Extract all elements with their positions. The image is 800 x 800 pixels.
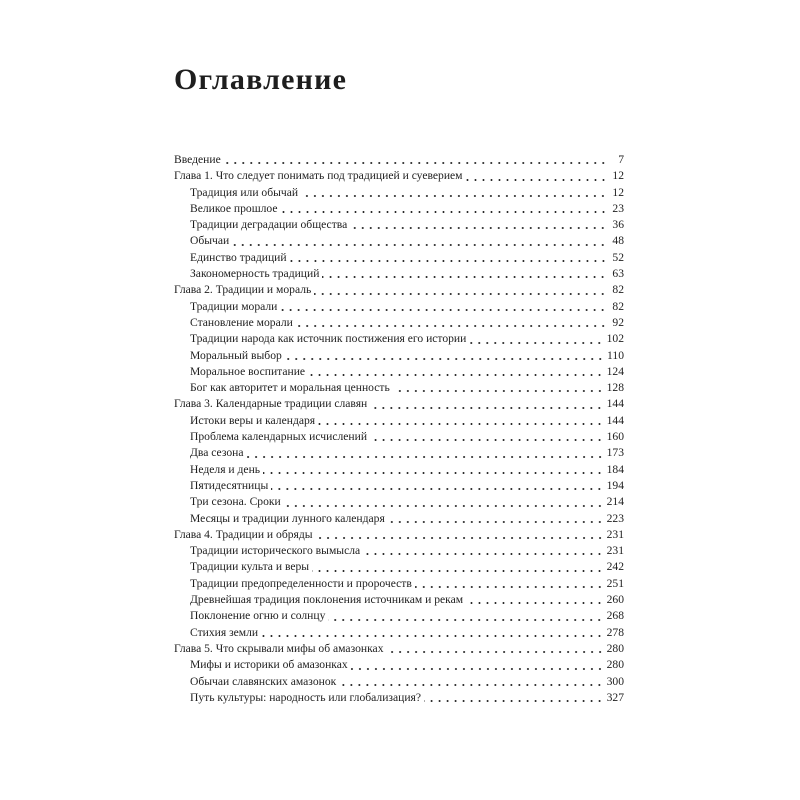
toc-entry-chapter — [174, 168, 624, 184]
toc-dot-leader — [312, 563, 604, 573]
toc-dot-leader — [339, 677, 603, 687]
toc-dot-leader — [284, 498, 604, 508]
toc-entry-title: Два сезона — [190, 446, 244, 460]
toc-dot-leader — [224, 155, 607, 165]
toc-entry-title: Традиции морали — [190, 299, 278, 313]
toc-entry-page-number: 260 — [606, 593, 624, 607]
toc-entry-page-number: 184 — [606, 462, 624, 476]
toc-entry-title: Моральный выбор — [190, 348, 282, 362]
toc-entry-title: Глава 4. Традиции и обряды — [174, 527, 313, 541]
toc-entry-title: Традиции исторического вымысла — [190, 544, 361, 558]
toc-entry-chapter — [174, 396, 624, 412]
toc-dot-leader — [466, 595, 603, 605]
toc-entry-title: Истоки веры и календаря — [190, 413, 316, 427]
toc-entry-title: Глава 5. Что скрывали мифы об амазонках — [174, 641, 384, 655]
toc-dot-leader — [393, 383, 604, 393]
toc-entry-page-number: 124 — [606, 364, 624, 378]
toc-dot-leader — [247, 449, 604, 459]
toc-dot-leader — [469, 335, 603, 345]
toc-dot-leader — [322, 269, 607, 279]
toc-dot-leader — [415, 579, 604, 589]
toc-dot-leader — [232, 237, 607, 247]
toc-dot-leader — [271, 481, 603, 491]
toc-entry-title: Неделя и день — [190, 462, 261, 476]
toc-dot-leader — [363, 546, 603, 556]
toc-entry-section — [174, 543, 624, 559]
toc-entry-section — [174, 315, 624, 331]
toc-entry-section — [174, 185, 624, 201]
toc-dot-leader — [387, 644, 604, 654]
toc-entry-section — [174, 217, 624, 233]
toc-entry-title: Древнейшая традиция поклонения источникам и рекам — [190, 593, 464, 607]
toc-entry-section — [174, 429, 624, 445]
toc-dot-leader — [466, 172, 607, 182]
page-title: Оглавление — [174, 63, 348, 96]
toc-entry-section — [174, 494, 624, 510]
toc-entry-title: Единство традиций — [190, 250, 287, 264]
toc-entry-section — [174, 299, 624, 315]
toc-entry-title: Бог как авторитет и моральная ценность — [190, 381, 390, 395]
toc-dot-leader — [370, 400, 603, 410]
toc-entry-section — [174, 478, 624, 494]
toc-entry-page-number: 214 — [606, 495, 624, 509]
toc-entry-title: Введение — [174, 153, 221, 166]
toc-dot-leader — [318, 416, 603, 426]
toc-entry-page-number: 12 — [612, 185, 624, 199]
toc-entry-section — [174, 445, 624, 461]
toc-entry-page-number: 82 — [612, 299, 624, 313]
toc-entry-title: Традиции предопределенности и пророчеств — [190, 576, 412, 590]
toc-entry-section — [174, 413, 624, 429]
toc-entry-title: Мифы и историки об амазонках — [190, 658, 348, 672]
toc-entry-page-number: 327 — [606, 690, 624, 704]
toc-entry-page-number: 280 — [606, 658, 624, 672]
toc-entry-section — [174, 625, 624, 641]
toc-entry-title: Обычаи славянских амазонок — [190, 674, 337, 688]
toc-entry-section — [174, 266, 624, 282]
toc-dot-leader — [281, 204, 608, 214]
toc-entry-title: Моральное воспитание — [190, 364, 306, 378]
toc-entry-page-number: 82 — [612, 283, 624, 297]
toc-entry-page-number: 251 — [606, 576, 624, 590]
toc-entry-title: Глава 3. Календарные традиции славян — [174, 397, 368, 411]
toc-entry-page-number: 300 — [606, 674, 624, 688]
toc-entry-page-number: 63 — [612, 267, 624, 281]
toc-entry-chapter — [174, 527, 624, 543]
toc-entry-chapter — [174, 641, 624, 657]
toc-entry-page-number: 36 — [612, 218, 624, 232]
toc-entry-section — [174, 674, 624, 690]
toc-dot-leader — [308, 367, 604, 377]
toc-dot-leader — [261, 628, 603, 638]
toc-entry-page-number: 160 — [606, 430, 624, 444]
toc-entry-title: Традиции культа и веры — [190, 560, 310, 574]
toc-entry-title: Традиция или обычай — [190, 185, 299, 199]
toc-dot-leader — [351, 661, 604, 671]
toc-entry-title: Великое прошлое — [190, 201, 278, 215]
toc-entry-page-number: 223 — [606, 511, 624, 525]
toc-entry-section — [174, 608, 624, 624]
toc-entry-section — [174, 690, 624, 706]
toc-entry-title: Обычаи — [190, 234, 230, 248]
toc-entry-page-number: 48 — [612, 234, 624, 248]
toc-entry-page-number: 268 — [606, 609, 624, 623]
toc-entry-section — [174, 657, 624, 673]
toc-entry-title: Путь культуры: народность или глобализация? — [190, 690, 422, 704]
toc-entry-section — [174, 462, 624, 478]
toc-dot-leader — [296, 318, 607, 328]
toc-dot-leader — [301, 188, 607, 198]
toc-entry-section — [174, 364, 624, 380]
toc-entry-title: Стихия земли — [190, 625, 259, 639]
toc-entry-section — [174, 576, 624, 592]
toc-entry-page-number: 280 — [606, 641, 624, 655]
toc-entry-page-number: 231 — [606, 527, 624, 541]
toc-entry-section — [174, 511, 624, 527]
toc-entry-section — [174, 380, 624, 396]
toc-entry-section — [174, 559, 624, 575]
toc-dot-leader — [370, 432, 604, 442]
toc-entry-chapter — [174, 152, 624, 168]
toc-entry-page-number: 102 — [606, 332, 624, 346]
toc-entry-section — [174, 201, 624, 217]
toc-dot-leader — [328, 612, 603, 622]
toc-dot-leader — [316, 530, 604, 540]
toc-entry-title: Пятидесятницы — [190, 478, 269, 492]
table-of-contents — [174, 152, 624, 706]
toc-entry-title: Проблема календарных исчислений — [190, 430, 368, 444]
toc-entry-title: Становление морали — [190, 315, 293, 329]
toc-entry-page-number: 7 — [618, 153, 624, 166]
toc-entry-page-number: 12 — [612, 169, 624, 183]
toc-dot-leader — [280, 302, 607, 312]
toc-entry-page-number: 231 — [606, 544, 624, 558]
toc-entry-title: Глава 2. Традиции и мораль — [174, 283, 312, 297]
toc-entry-page-number: 194 — [606, 478, 624, 492]
toc-dot-leader — [388, 514, 604, 524]
toc-entry-page-number: 278 — [606, 625, 624, 639]
toc-entry-title: Три сезона. Сроки — [190, 495, 281, 509]
toc-entry-title: Традиции народа как источник постижения его истории — [190, 332, 467, 346]
toc-dot-leader — [263, 465, 604, 475]
toc-entry-section — [174, 250, 624, 266]
toc-entry-page-number: 242 — [606, 560, 624, 574]
toc-entry-page-number: 23 — [612, 201, 624, 215]
toc-entry-section — [174, 233, 624, 249]
toc-entry-page-number: 128 — [606, 381, 624, 395]
toc-entry-page-number: 144 — [606, 413, 624, 427]
toc-entry-page-number: 92 — [612, 315, 624, 329]
toc-entry-section — [174, 331, 624, 347]
toc-dot-leader — [350, 220, 607, 230]
toc-entry-page-number: 144 — [606, 397, 624, 411]
toc-entry-section — [174, 348, 624, 364]
toc-entry-page-number: 52 — [612, 250, 624, 264]
toc-entry-page-number: 110 — [607, 348, 624, 362]
toc-dot-leader — [314, 286, 607, 296]
toc-entry-title: Поклонение огню и солнцу — [190, 609, 326, 623]
toc-dot-leader — [424, 693, 604, 703]
toc-dot-leader — [290, 253, 607, 263]
toc-dot-leader — [285, 351, 604, 361]
toc-entry-chapter — [174, 282, 624, 298]
toc-entry-title: Месяцы и традиции лунного календаря — [190, 511, 385, 525]
toc-entry-page-number: 173 — [606, 446, 624, 460]
toc-entry-section — [174, 592, 624, 608]
toc-entry-title: Глава 1. Что следует понимать под традицией и суеверием — [174, 169, 463, 183]
toc-entry-title: Закономерность традиций — [190, 267, 320, 281]
toc-entry-title: Традиции деградации общества — [190, 218, 348, 232]
